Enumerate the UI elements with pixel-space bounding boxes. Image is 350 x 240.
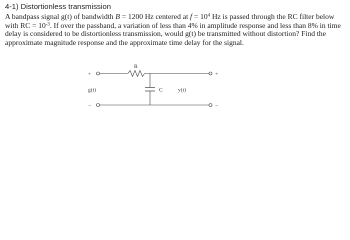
resistor-label: R xyxy=(134,64,138,70)
rc-exponent: -3 xyxy=(45,22,50,28)
resistor xyxy=(128,71,145,77)
bandwidth-symbol: B xyxy=(115,12,120,21)
output-bottom-terminal xyxy=(209,104,212,107)
input-bottom-terminal xyxy=(97,104,100,107)
output-minus-label: − xyxy=(215,103,219,109)
output-signal-label: y(t) xyxy=(178,87,186,94)
problem-title: 4-1) Distortionless transmission xyxy=(5,2,111,11)
input-signal-label: g(t) xyxy=(88,87,96,94)
problem-text-part-3: = 10 xyxy=(192,12,208,21)
problem-text-part-1: A bandpass signal g(t) of bandwidth xyxy=(5,12,116,21)
input-minus-label: − xyxy=(88,103,92,109)
input-top-terminal xyxy=(97,72,100,75)
problem-text-part-4: Hz is passed through the RC filter below with RC = 10 xyxy=(5,12,335,30)
output-top-terminal xyxy=(209,72,212,75)
problem-text-part-2: = 1200 Hz centered at xyxy=(120,12,191,21)
problem-text-part-5: . If over the passband, a variation of less than 4% in amplitude response and less than 8% in time delay is considered to be distortionless transmission, would g(t) be transmitted without distortion? Find the approximate magnitude response and the approximate time delay for the signal. xyxy=(5,20,341,47)
capacitor-label: C xyxy=(159,87,163,94)
frequency-exponent: 4 xyxy=(207,13,211,19)
input-plus-label: + xyxy=(88,71,92,78)
frequency-symbol: f xyxy=(190,12,193,21)
output-plus-label: + xyxy=(215,71,219,78)
